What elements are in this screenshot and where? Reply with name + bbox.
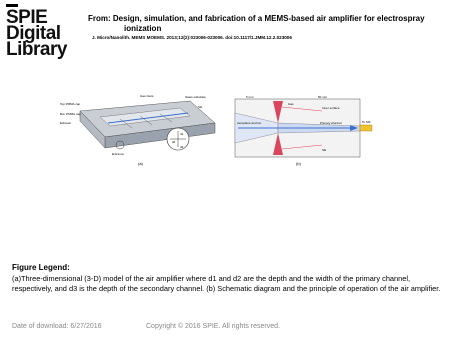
label-inner-surface: Inner surface bbox=[322, 106, 340, 110]
label-top-pmma-cap: Top PMMA cap bbox=[60, 102, 81, 106]
spie-digital-library-logo bbox=[6, 4, 68, 58]
label-gas: Gas bbox=[288, 102, 294, 106]
label-d2: d2 bbox=[172, 140, 176, 144]
download-date: Date of download: 6/27/2016 bbox=[12, 323, 102, 330]
article-citation: J. Micro/Nanolith. MEMS MOEMS. 2013;12(2):023006-023006. doi:10.1117/1.JMM.12.2.023006 bbox=[92, 35, 292, 40]
label-5mm: 5 mm bbox=[246, 95, 254, 99]
label-exhaust: Exhaust bbox=[60, 121, 71, 125]
label-primary-channel: Primary channel bbox=[320, 121, 342, 125]
panel-a-model bbox=[60, 94, 215, 166]
article-title-line2: ionization bbox=[124, 24, 162, 33]
label-to-ms: To MS bbox=[362, 120, 371, 124]
logo-bar bbox=[6, 4, 18, 7]
label-aeroplane-ion: Aeroplane and ion bbox=[237, 121, 262, 125]
label-bot-pmma-cap: Bot. PMMA cap bbox=[60, 112, 81, 116]
label-entrance: Entrance bbox=[112, 152, 125, 156]
panel-b-schematic bbox=[235, 95, 372, 166]
panel-a-label: (a) bbox=[138, 161, 143, 166]
label-slit: Slit bbox=[198, 105, 203, 109]
label-d1: d1 bbox=[180, 132, 184, 136]
label-slit-b: Slit bbox=[322, 148, 327, 152]
label-glass-substrate: Glass substrate bbox=[185, 95, 206, 99]
panel-b-label: (b) bbox=[296, 161, 301, 166]
label-d3: d3 bbox=[180, 145, 184, 149]
figure-legend-heading: Figure Legend: bbox=[12, 263, 70, 272]
logo-word-library: Library bbox=[6, 39, 67, 60]
figure-legend-text: (a)Three-dimensional (3-D) model of the air amplifier where d1 and d2 are the depth and the width of the primary channel, respectively, and d3 is the depth of the secondary channel. (b) Schematic diagram and the principle of operation of the air amplifier. bbox=[12, 274, 441, 293]
figure-image bbox=[60, 93, 395, 170]
article-title-line1: From: Design, simulation, and fabrication of a MEMS-based air amplifier for electrospray bbox=[88, 14, 425, 23]
article-title bbox=[88, 14, 438, 34]
label-gas-inlets: Gas inlets bbox=[140, 94, 154, 98]
logo-word-digital: Digital bbox=[6, 23, 61, 44]
copyright-notice: Copyright © 2016 SPIE. All rights reserved. bbox=[146, 323, 280, 330]
label-50mm: 50 mm bbox=[318, 95, 328, 99]
logo-word-spie: SPIE bbox=[6, 7, 48, 28]
